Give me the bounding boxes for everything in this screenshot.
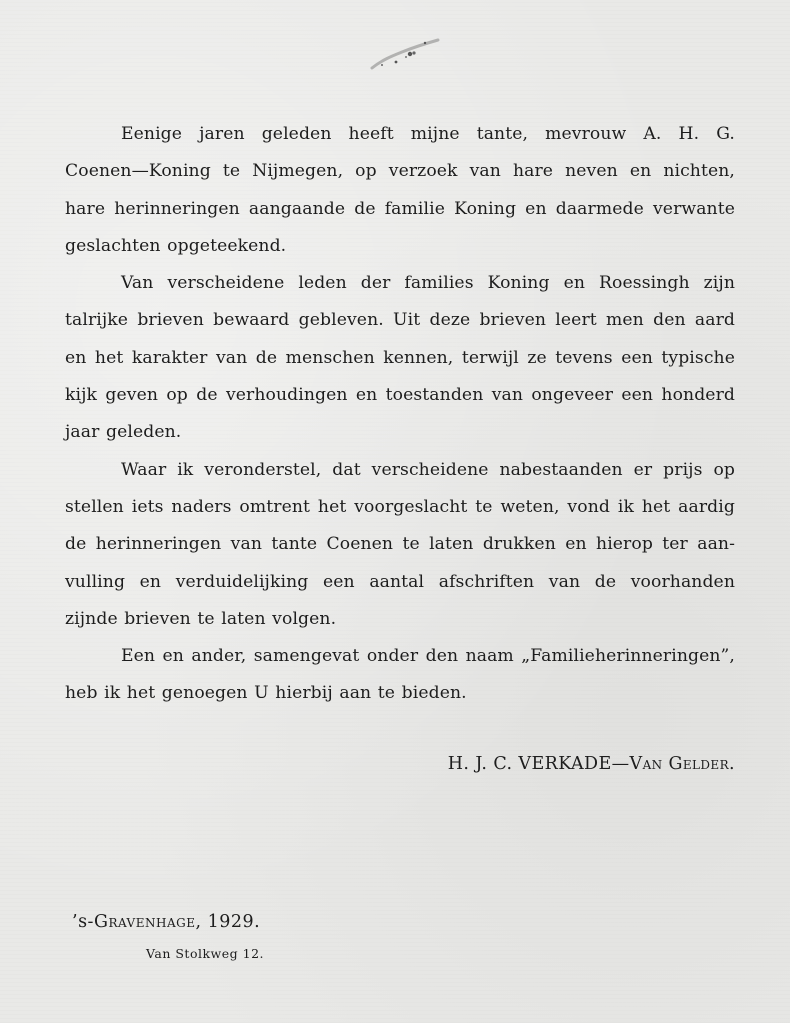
ink-smudge xyxy=(368,34,448,74)
text-line: de herinneringen van tante Coenen te laten drukken en hierop ter aan- xyxy=(65,534,735,555)
text-line: Van verscheidene leden der families Koning en Roessingh zijn xyxy=(121,273,735,294)
text-line: Waar ik veronderstel, dat verscheidene nabestaanden er prijs op xyxy=(121,459,735,480)
text-line: zijnde brieven te laten volgen. xyxy=(65,608,337,629)
text-line: kijk geven op de verhoudingen en toestanden van ongeveer een honderd xyxy=(65,385,735,406)
letter-body xyxy=(65,116,735,713)
paragraph-3 xyxy=(65,452,735,638)
text-line: vulling en verduidelijking een aantal afschriften van de voorhanden xyxy=(65,571,735,592)
signature-surname: Van Gelder. xyxy=(629,754,735,774)
text-line: talrijke brieven bewaard gebleven. Uit deze brieven leert men den aard xyxy=(65,310,735,331)
text-line: stellen iets naders omtrent het voorgeslacht te weten, vond ik het aardig xyxy=(65,496,735,517)
paragraph-2 xyxy=(65,265,735,451)
signature xyxy=(380,754,735,774)
text-line: hare herinneringen aangaande de familie Koning en daarmede verwante xyxy=(65,198,735,219)
paragraph-1 xyxy=(65,116,735,265)
text-line: jaar geleden. xyxy=(65,422,182,443)
place-name: Gravenhage, xyxy=(93,912,202,932)
text-line: en het karakter van de menschen kennen, terwijl ze tevens een typische xyxy=(65,347,735,368)
address: Van Stolkweg 12. xyxy=(146,946,264,961)
place-date xyxy=(72,912,260,932)
place-prefix: ’s- xyxy=(72,912,94,932)
text-line: Eenige jaren geleden heeft mijne tante, mevrouw A. H. G. xyxy=(121,124,735,144)
signature-name: H. J. C. VERKADE— xyxy=(447,754,630,774)
text-line: Coenen—Koning te Nijmegen, op verzoek van hare neven en nichten, xyxy=(65,161,735,182)
text-line: geslachten opgeteekend. xyxy=(65,235,287,256)
text-line: heb ik het genoegen U hierbij aan te bieden. xyxy=(65,683,467,704)
text-line: Een en ander, samengevat onder den naam „Familieherinneringen”, xyxy=(121,646,735,667)
year: 1929. xyxy=(207,912,261,932)
paragraph-4 xyxy=(65,638,735,713)
